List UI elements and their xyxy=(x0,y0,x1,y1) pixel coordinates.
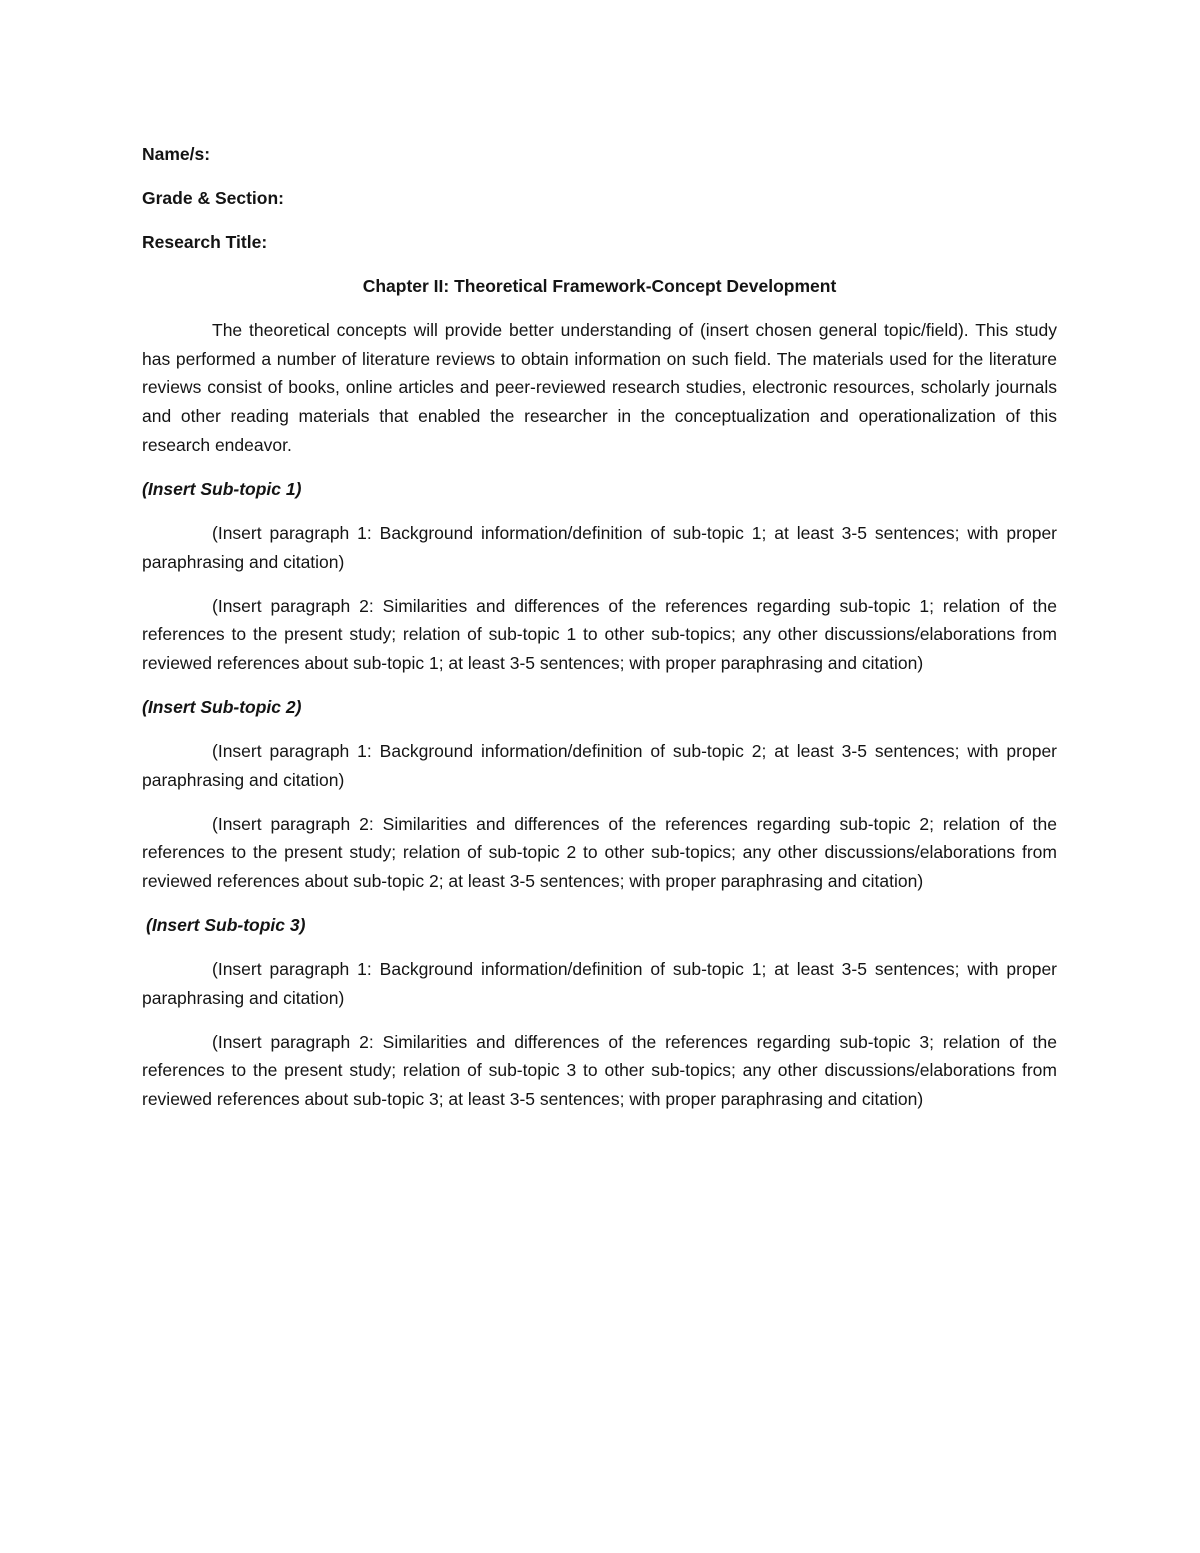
intro-paragraph: The theoretical concepts will provide better understanding of (insert chosen general topic/field). This study has performed a number of literature reviews to obtain information on such field. The materials used for the literature reviews consist of books, online articles and peer-reviewed research studies, electronic resources, scholarly journals and other reading materials that enabled the researcher in the conceptualization and operationalization of this research endeavor. xyxy=(142,320,1057,455)
subtopic-1-paragraph-2: (Insert paragraph 2: Similarities and differences of the references regarding sub-topic 1; relation of the references to the present study; relation of sub-topic 1 to other sub-topics; any other discussions/elaborations from reviewed references about sub-topic 1; at least 3-5 sentences; with proper paraphrasing and citation) xyxy=(142,595,1057,673)
subtopic-2-paragraph-2: (Insert paragraph 2: Similarities and differences of the references regarding sub-topic 2; relation of the references to the present study; relation of sub-topic 2 to other sub-topics; any other discussions/elaborations from reviewed references about sub-topic 2; at least 3-5 sentences; with proper paraphrasing and citation) xyxy=(142,813,1057,892)
subtopic-1-heading: (Insert Sub-topic 1) xyxy=(142,478,302,499)
chapter-title: Chapter II: Theoretical Framework-Concept Development xyxy=(362,276,837,296)
subtopic-3-heading: (Insert Sub-topic 3) xyxy=(146,915,306,936)
grade-section-label: Grade & Section: xyxy=(142,188,284,208)
document-body xyxy=(142,140,1057,1129)
subtopic-2-heading: (Insert Sub-topic 2) xyxy=(142,696,302,717)
subtopic-2-paragraph-1: (Insert paragraph 1: Background information/definition of sub-topic 2; at least 3-5 sentences; with proper paraphrasing and citation) xyxy=(142,740,1057,790)
subtopic-1-paragraph-1: (Insert paragraph 1: Background information/definition of sub-topic 1; at least 3-5 sentences; with proper paraphrasing and citation) xyxy=(142,522,1057,572)
subtopic-3-paragraph-2: (Insert paragraph 2: Similarities and differences of the references regarding sub-topic 3; relation of the references to the present study; relation of sub-topic 3 to other sub-topics; any other discussions/elaborations from reviewed references about sub-topic 3; at least 3-5 sentences; with proper paraphrasing and citation) xyxy=(142,1031,1057,1110)
research-title-label: Research Title: xyxy=(142,232,268,252)
name-label: Name/s: xyxy=(142,144,211,164)
subtopic-3-paragraph-1: (Insert paragraph 1: Background information/definition of sub-topic 1; at least 3-5 sentences; with proper paraphrasing and citation) xyxy=(142,959,1057,1008)
